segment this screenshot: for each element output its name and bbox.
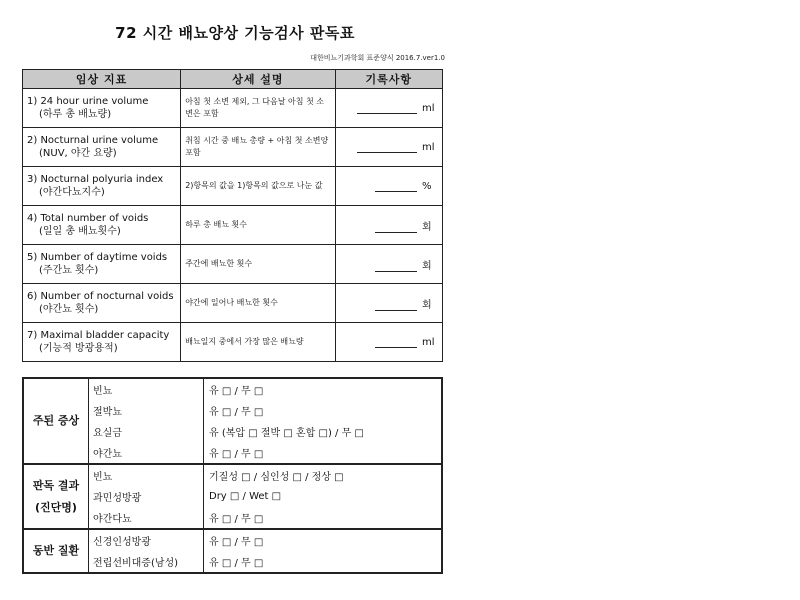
record-cell xyxy=(335,245,442,284)
record-unit: % xyxy=(422,180,432,192)
table-row xyxy=(23,167,443,206)
description-cell: 2)항목의 값을 1)항목의 값으로 나눈 값 xyxy=(181,167,335,206)
clinical-index-table xyxy=(22,69,443,362)
index-en: 3) Nocturnal polyuria index xyxy=(27,174,164,185)
table-row xyxy=(23,323,443,362)
index-en: 5) Number of daytime voids xyxy=(27,252,168,263)
index-ko: (기능적 방광용적) xyxy=(39,343,118,354)
diagnosis-item: 과민성방광 xyxy=(89,486,204,507)
symptom-options[interactable]: 유 (복압 □ 절박 □ 혼합 □) / 무 □ xyxy=(209,428,364,439)
index-ko: (일일 총 배뇨횟수) xyxy=(39,226,121,237)
description-cell: 취침 시간 중 배뇨 총량 + 아침 첫 소변양 포함 xyxy=(181,128,335,167)
index-en: 2) Nocturnal urine volume xyxy=(27,135,159,146)
section-label-text: 판독 결과 xyxy=(32,478,80,492)
record-blank[interactable] xyxy=(357,103,417,114)
comorbidity-options[interactable]: 유 □ / 무 □ xyxy=(209,537,264,548)
index-cell xyxy=(23,245,181,284)
symptom-item: 절박뇨 xyxy=(89,400,204,421)
index-cell xyxy=(23,89,181,128)
table-row xyxy=(23,378,442,400)
record-blank[interactable] xyxy=(375,261,417,272)
header-clinical-index: 임상 지표 xyxy=(23,70,181,89)
record-unit: ml xyxy=(422,102,435,114)
record-unit: ml xyxy=(422,336,435,348)
comorbidity-options[interactable]: 유 □ / 무 □ xyxy=(209,558,264,569)
diagnosis-table xyxy=(22,377,443,574)
record-unit: 회 xyxy=(422,299,432,311)
header-record: 기록사항 xyxy=(335,70,442,89)
record-blank[interactable] xyxy=(375,181,417,192)
diagnosis-item: 야간다뇨 xyxy=(89,507,204,529)
symptom-options[interactable]: 유 □ / 무 □ xyxy=(209,407,264,418)
record-blank[interactable] xyxy=(375,300,417,311)
table-row xyxy=(23,89,443,128)
section-label-main-symptoms: 주된 증상 xyxy=(23,378,89,464)
symptom-item: 요실금 xyxy=(89,421,204,442)
index-ko: (주간뇨 횟수) xyxy=(39,265,99,276)
description-cell: 야간에 일어나 배뇨한 횟수 xyxy=(181,284,335,323)
table-row xyxy=(23,206,443,245)
section-label-comorbidity: 동반 질환 xyxy=(23,529,89,573)
description-cell: 아침 첫 소변 제외, 그 다음날 아침 첫 소변은 포함 xyxy=(181,89,335,128)
diagnosis-options[interactable]: 기질성 □ / 심인성 □ / 정상 □ xyxy=(209,472,344,483)
symptom-item: 빈뇨 xyxy=(89,378,204,400)
table-header-row xyxy=(23,70,443,89)
index-ko: (야간뇨 횟수) xyxy=(39,304,99,315)
index-en: 1) 24 hour urine volume xyxy=(27,96,149,107)
table-row xyxy=(23,245,443,284)
description-cell: 하루 총 배뇨 횟수 xyxy=(181,206,335,245)
record-blank[interactable] xyxy=(357,142,417,153)
index-ko: (야간다뇨지수) xyxy=(39,187,105,198)
index-en: 6) Number of nocturnal voids xyxy=(27,291,174,302)
header-description: 상세 설명 xyxy=(181,70,335,89)
comorbidity-item: 전립선비대증(남성) xyxy=(89,551,204,573)
record-blank[interactable] xyxy=(375,337,417,348)
record-cell xyxy=(335,284,442,323)
index-cell xyxy=(23,128,181,167)
index-ko: (NUV, 야간 요량) xyxy=(39,148,117,159)
index-cell xyxy=(23,284,181,323)
section-label-diagnosis xyxy=(23,464,89,529)
record-cell xyxy=(335,167,442,206)
table-row xyxy=(23,128,443,167)
description-cell: 배뇨일지 중에서 가장 많은 배뇨량 xyxy=(181,323,335,362)
record-cell xyxy=(335,89,442,128)
table-row xyxy=(23,529,442,551)
comorbidity-item: 신경인성방광 xyxy=(89,529,204,551)
record-cell xyxy=(335,128,442,167)
page-title: 72 시간 배뇨양상 기능검사 판독표 xyxy=(115,24,355,42)
record-unit: 회 xyxy=(422,260,432,272)
symptom-options[interactable]: 유 □ / 무 □ xyxy=(209,386,264,397)
record-unit: 회 xyxy=(422,221,432,233)
diagnosis-item: 빈뇨 xyxy=(89,464,204,486)
index-cell xyxy=(23,206,181,245)
index-cell xyxy=(23,167,181,206)
index-ko: (하루 총 배뇨량) xyxy=(39,109,112,120)
description-cell: 주간에 배뇨한 횟수 xyxy=(181,245,335,284)
symptom-options[interactable]: 유 □ / 무 □ xyxy=(204,442,443,464)
record-cell xyxy=(335,323,442,362)
index-en: 7) Maximal bladder capacity xyxy=(27,330,170,341)
symptom-item: 야간뇨 xyxy=(89,442,204,464)
form-version-note: 대한비뇨기과학회 표준양식 2016.7.ver1.0 xyxy=(310,54,445,62)
table-row xyxy=(23,464,442,486)
index-cell xyxy=(23,323,181,362)
diagnosis-options[interactable]: Dry □ / Wet □ xyxy=(209,491,282,502)
section-label-subtext: (진단명) xyxy=(35,500,77,514)
record-blank[interactable] xyxy=(375,222,417,233)
diagnosis-options[interactable]: 유 □ / 무 □ xyxy=(204,507,443,529)
table-row xyxy=(23,284,443,323)
record-unit: ml xyxy=(422,141,435,153)
record-cell xyxy=(335,206,442,245)
index-en: 4) Total number of voids xyxy=(27,213,149,224)
